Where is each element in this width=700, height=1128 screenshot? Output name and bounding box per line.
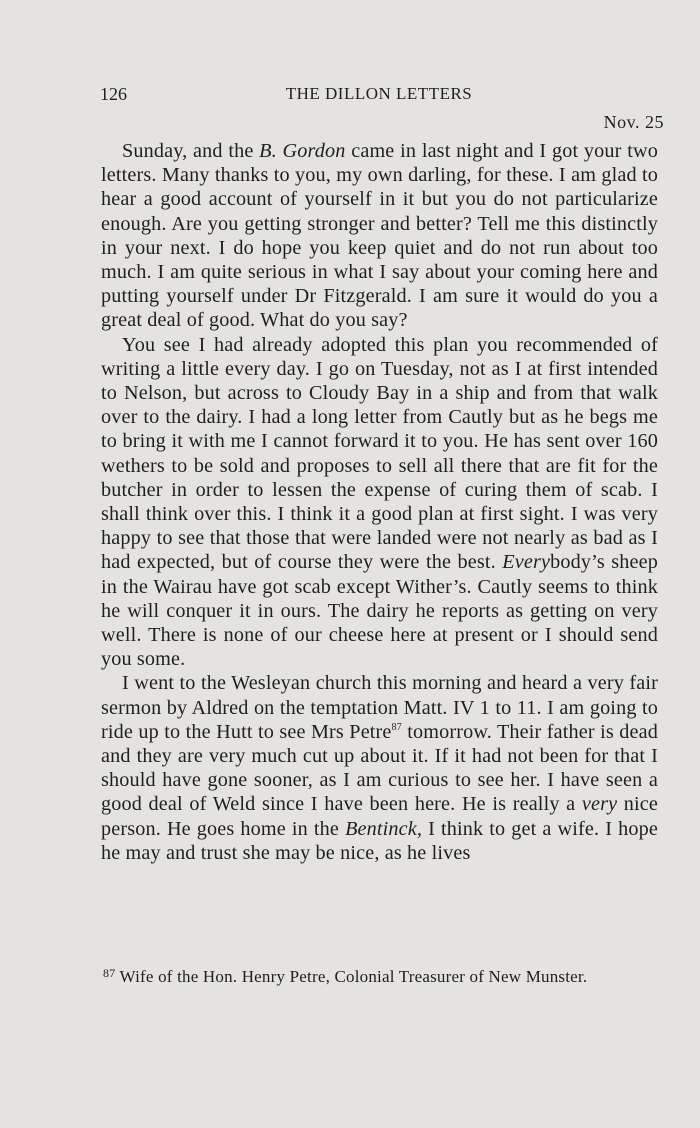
text-run: I think to get a wife. I hope he may and trust she may be nice, as he lives <box>101 817 658 864</box>
text-run: body’s sheep in the Wairau have got scab except Wither’s. Cautly seems to think he will conquer it in ours. The dairy he reports as getting on very well. There is none of our cheese here at present or I should send you some. <box>101 551 658 671</box>
page-header <box>100 84 658 108</box>
italic-text: very <box>581 793 618 816</box>
paragraph <box>101 333 658 672</box>
italic-text: B. Gordon <box>259 140 346 162</box>
page-number: 126 <box>100 84 127 104</box>
paragraph <box>101 139 658 333</box>
text-run: nice person. He goes home in the <box>101 793 659 840</box>
text-run: came in last night and I got your two letters. Many thanks to you, my own darling, for these. I am glad to hear a good account of yourself in it but you do not particularize enough. Are you getting stronger and better? Tell me this distinctly in your next. I do hope you keep quiet and do not run about too much. I am quite serious in what I say about your coming here and putting yourself under Dr Fitzgerald. I am sure it would do you a great deal of good. What do you say? <box>101 140 658 332</box>
paragraph <box>101 671 658 865</box>
running-title: THE DILLON LETTERS <box>285 84 473 103</box>
footnote-text: Wife of the Hon. Henry Petre, Colonial Treasurer of New Munster. <box>115 967 588 986</box>
footnote-marker: 87 <box>103 966 116 980</box>
footnote <box>103 966 663 988</box>
italic-text: Bentinck, <box>345 817 423 840</box>
text-run: You see I had already adopted this plan you recommended of writing a little every day. I go on Tuesday, not as I at first intended to Nelson, but across to Cloudy Bay in a ship and from that walk over to the dairy. I had a long letter from Cautly but as he begs me to bring it with me I cannot forward it to you. He has sent over 160 wethers to be sold and proposes to sell all there that are fit for the butcher in order to lessen the expense of curing them of scab. I shall think over this. I think it a good plan at first sight. I was very happy to see that those that were landed were not nearly as bad as I had expected, but of course they were the best. <box>101 333 658 574</box>
text-run: Sunday, and the <box>122 140 260 162</box>
footnote-reference: 87 <box>391 721 402 733</box>
text-run: tomorrow. Their father is dead and they are very much cut up about it. If it had not been for that I should have gone sooner, as I am curious to see her. I have seen a good deal of Weld since I have been here. He is really a <box>101 720 658 816</box>
text-run: I went to the Wesleyan church this morning and heard a very fair sermon by Aldred on the temptation Matt. IV 1 to 11. I am going to ride up to the Hutt to see Mrs Petre <box>101 672 658 743</box>
italic-text: Every <box>502 551 551 574</box>
letter-body <box>101 139 658 865</box>
letter-date: Nov. 25 <box>603 112 664 132</box>
